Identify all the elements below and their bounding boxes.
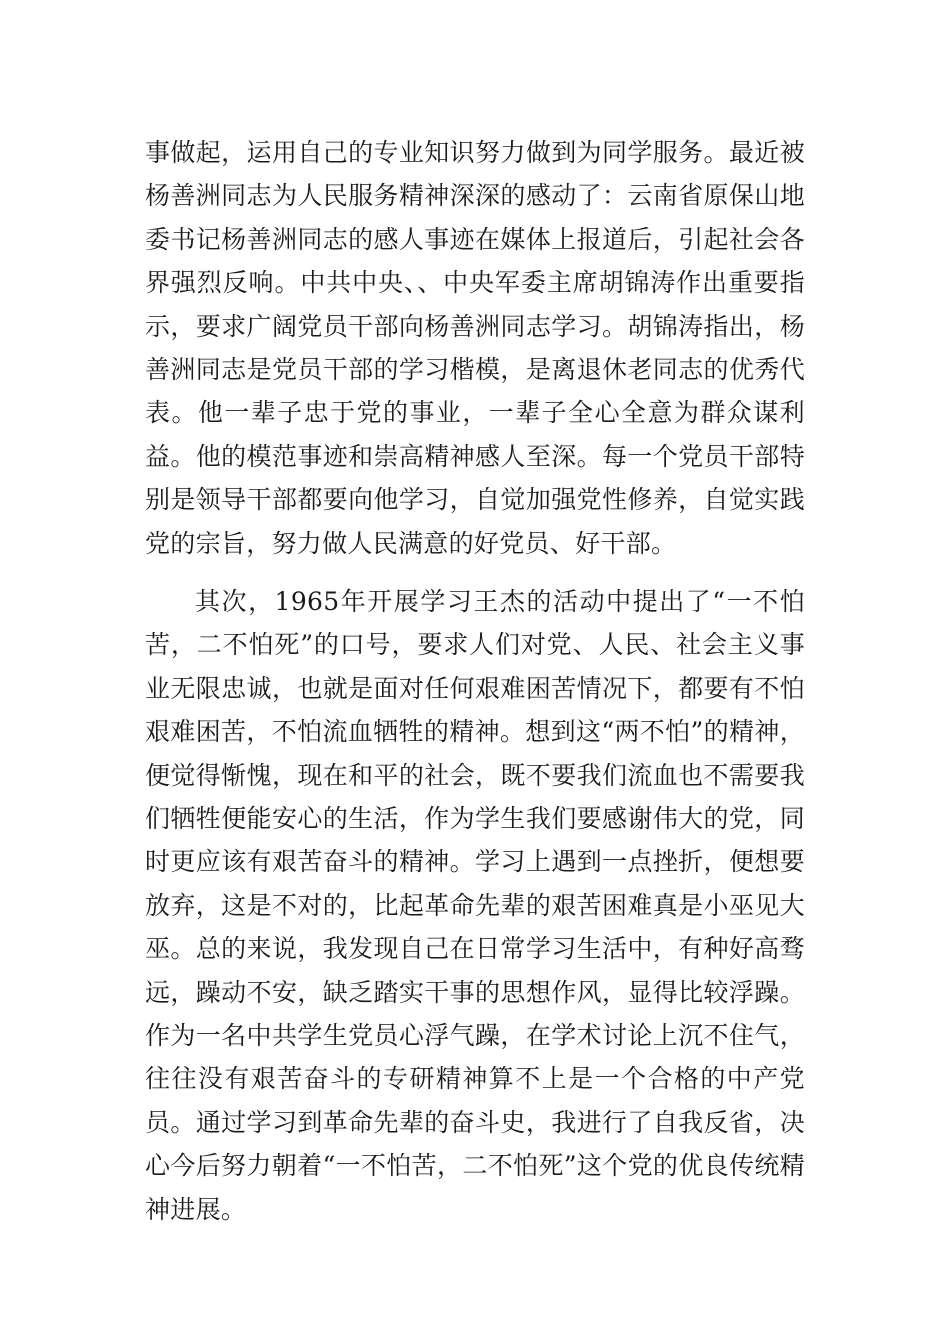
- body-paragraph: 事做起，运用自己的专业知识努力做到为同学服务。最近被杨善洲同志为人民服务精神深深的感动了：云南省原保山地委书记杨善洲同志的感人事迹在媒体上报道后，引起社会各界强烈反响。中共中央、、中央军委主席胡锦涛作出重要指示，要求广阔党员干部向杨善洲同志学习。胡锦涛指出，杨善洲同志是党员干部的学习楷模，是离退休老同志的优秀代表。他一辈子忠于党的事业，一辈子全心全意为群众谋利益。他的模范事迹和崇高精神感人至深。每一个党员干部特别是领导干部都要向他学习，自觉加强党性修养，自觉实践党的宗旨，努力做人民满意的好党员、好干部。: [145, 138, 805, 558]
- body-paragraph: 其次，1965年开展学习王杰的活动中提出了“一不怕苦，二不怕死”的口号，要求人们对党、人民、社会主义事业无限忠诚，也就是面对任何艰难困苦情况下，都要有不怕艰难困苦，不怕流血牺牲的精神。想到这“两不怕”的精神，便觉得惭愧，现在和平的社会，既不要我们流血也不需要我们牺牲便能安心的生活，作为学生我们要感谢伟大的党，同时更应该有艰苦奋斗的精神。学习上遇到一点挫折，便想要放弃，这是不对的，比起革命先辈的艰苦困难真是小巫见大巫。总的来说，我发现自己在日常学习生活中，有种好高骛远，躁动不安，缺乏踏实干事的思想作风，显得比较浮躁。作为一名中共学生党员心浮气躁，在学术讨论上沉不住气，往往没有艰苦奋斗的专研精神算不上是一个合格的中产党员。通过学习到革命先辈的奋斗史，我进行了自我反省，决心今后努力朝着“一不怕苦，二不怕死”这个党的优良传统精神进展。: [145, 587, 805, 1224]
